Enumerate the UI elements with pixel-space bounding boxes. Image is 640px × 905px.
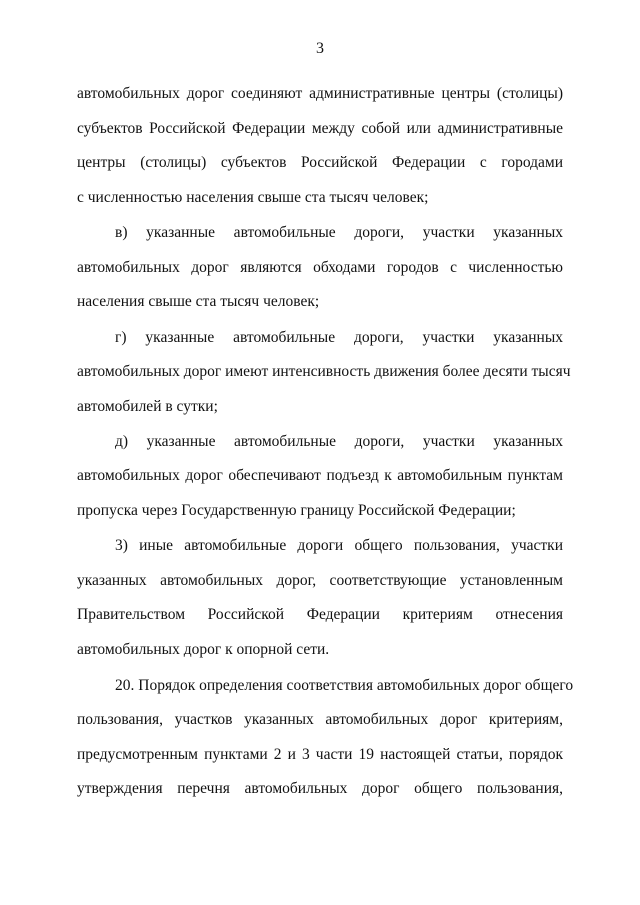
text-line: утверждения перечня автомобильных дорог общего пользования,	[77, 780, 563, 797]
text-line: населения свыше ста тысяч человек;	[77, 293, 320, 310]
text-line: г) указанные автомобильные дороги, участки указанных	[115, 329, 563, 346]
text-line: Правительством Российской Федерации критериям отнесения	[77, 606, 563, 623]
text-line: субъектов Российской Федерации между собой или административные	[77, 120, 563, 137]
text-line: указанных автомобильных дорог, соответствующие установленным	[77, 572, 563, 589]
text-line: 20. Порядок определения соответствия автомобильных дорог общего	[115, 677, 574, 694]
text-line: автомобильных дорог к опорной сети.	[77, 641, 330, 658]
text-line: пропуска через Государственную границу Российской Федерации;	[77, 502, 516, 519]
text-line: автомобильных дорог имеют интенсивность движения более десяти тысяч	[77, 363, 571, 380]
text-line: автомобильных дорог являются обходами городов с численностью	[77, 259, 563, 276]
text-line: с численностью населения свыше ста тысяч человек;	[77, 189, 429, 206]
text-line: предусмотренным пунктами 2 и 3 части 19 настоящей статьи, порядок	[77, 746, 563, 763]
page-number: 3	[316, 40, 324, 57]
text-line: 3) иные автомобильные дороги общего пользования, участки	[115, 537, 563, 554]
text-line: пользования, участков указанных автомобильных дорог критериям,	[77, 711, 563, 728]
text-line: автомобилей в сутки;	[77, 398, 218, 415]
text-line: центры (столицы) субъектов Российской Федерации с городами	[77, 154, 563, 171]
text-line: в) указанные автомобильные дороги, участки указанных	[115, 224, 563, 241]
text-line: автомобильных дорог обеспечивают подъезд к автомобильным пунктам	[77, 467, 563, 484]
text-line: автомобильных дорог соединяют административные центры (столицы)	[77, 85, 563, 102]
text-line: д) указанные автомобильные дороги, участки указанных	[115, 433, 563, 450]
